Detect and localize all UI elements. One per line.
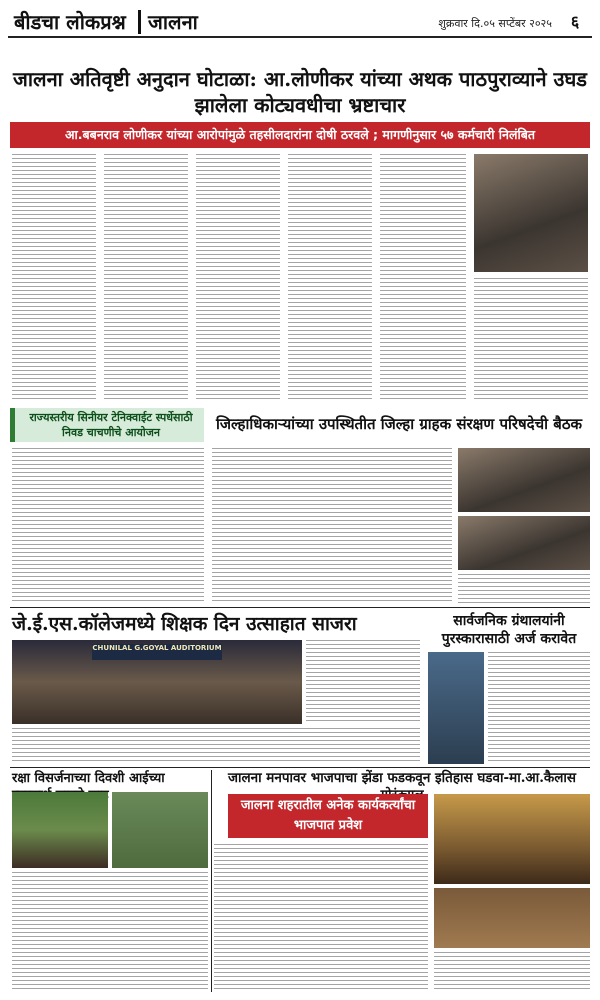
sports-headline-box [10, 408, 204, 442]
mla-portrait-photo [474, 154, 588, 272]
meeting-photo-2 [458, 516, 590, 570]
teachers-article-body [12, 728, 420, 764]
lead-headline: जालना अतिवृष्टी अनुदान घोटाळा: आ.लोणीकर यांच्या अथक पाठपुराव्याने उघड झालेला कोट्यवधीचा भ्रष्टाचार [12, 67, 587, 117]
masthead [8, 6, 592, 38]
column-rule [211, 770, 212, 992]
teachers-side-column [306, 640, 420, 724]
lead-column [12, 154, 96, 402]
consumer-headline: जिल्हाधिकाऱ्यांच्या उपस्थितीत जिल्हा ग्राहक संरक्षण परिषदेची बैठक [216, 415, 583, 433]
page-number: ६ [570, 12, 580, 31]
sports-headline: राज्यस्तरीय सिनीयर टेनिक्वाईट स्पर्धेसाठी निवड चाचणीचे आयोजन [29, 411, 193, 439]
newspaper-name: बीडचा लोकप्रश्न [14, 10, 126, 34]
bjp-article-tail [434, 952, 590, 990]
section-rule [10, 607, 590, 608]
college-auditorium-photo [12, 640, 302, 724]
tree-planting-photo [12, 792, 108, 868]
consumer-article-body [212, 448, 452, 604]
masthead-divider [138, 10, 141, 34]
lead-column [288, 154, 372, 402]
sports-article-body [12, 448, 204, 604]
edition-city: जालना [148, 10, 198, 34]
tree-planting-photo-2 [112, 792, 208, 868]
teachers-day-headline: जे.ई.एस.कॉलेजमध्ये शिक्षक दिन उत्साहात साजरा [12, 613, 357, 635]
lead-column [196, 154, 280, 402]
library-headline: सार्वजनिक ग्रंथालयांनी पुरस्कारासाठी अर्ज करावेत [441, 613, 577, 647]
meeting-photo [458, 448, 590, 512]
section-rule [10, 767, 590, 768]
tree-planting-headline: रक्षा विसर्जनाच्या दिवशी आईच्या [12, 771, 165, 786]
lead-article-body [12, 154, 466, 402]
lead-column [380, 154, 466, 402]
library-photo [428, 652, 484, 764]
edition-date: शुक्रवार दि.०५ सप्टेंबर २०२५ [438, 17, 552, 30]
library-article-body [488, 652, 590, 764]
bjp-event-photo-2 [434, 888, 590, 948]
bjp-article-body [214, 844, 428, 990]
bjp-subheadline-box: जालना शहरातील अनेक कार्यकर्त्यांचा भाजपात प्रवेश [228, 794, 428, 838]
bjp-headline: जालना मनपावर भाजपाचा झेंडा फडकवून इतिहास घडवा-मा.आ.कैलास [227, 770, 577, 786]
tree-planting-article-body [12, 872, 208, 990]
lead-side-column [474, 278, 588, 402]
consumer-headline-box [210, 408, 590, 442]
auditorium-banner: CHUNILAL G.GOYAL AUDITORIUM [92, 644, 222, 660]
lead-subheadline-banner: आ.बबनराव लोणीकर यांच्या आरोपांमुळे तहसीलदारांना दोषी ठरवले ; मागणीनुसार ५७ कर्मचारी निलंबित [10, 122, 590, 148]
lead-column [104, 154, 188, 402]
bjp-event-photo [434, 794, 590, 884]
consumer-article-tail [458, 574, 590, 604]
